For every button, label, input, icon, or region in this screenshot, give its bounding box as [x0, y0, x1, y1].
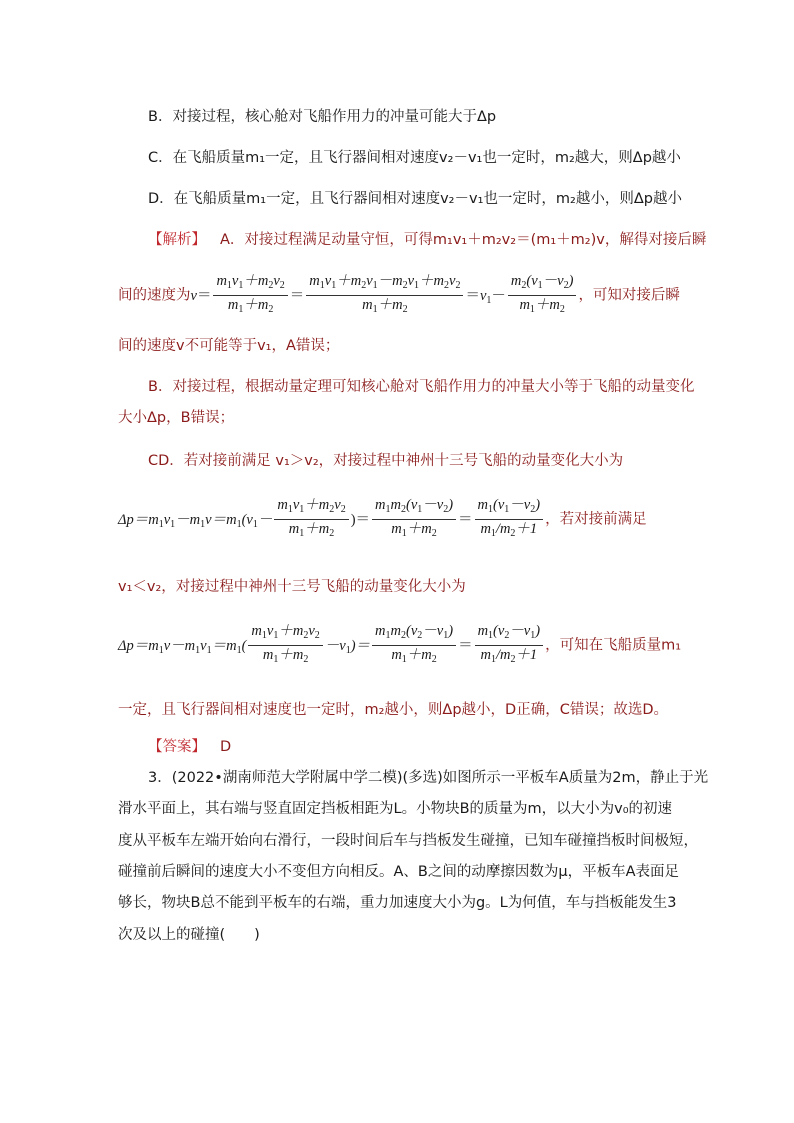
option-b: B．对接过程，核心舱对飞船作用力的冲量可能大于Δp	[148, 109, 497, 125]
q3-line-3: 度从平板车左端开始向右滑行，一段时间后车与挡板发生碰撞，已知车碰撞挡板时间极短，	[118, 833, 698, 849]
answer-tag: 【答案】	[148, 739, 206, 755]
momentum-formula-1: $\Delta p=m_1v_1-m_1v=m_1(v_1-$ $\frac{m_1v_1+m_2v_2}{m_1+m_2}$ )＝ $\frac{m_1m_2(v_1-v_2)}{m_1+m_2}$ ＝ $\frac{m_1(v_1-v_2)}{m_1/m_2+1}$	[118, 512, 545, 528]
analysis-cd4-post: ，可知在飞船质量m₁	[545, 637, 682, 654]
analysis-a2-pre: 间的速度为	[118, 287, 191, 304]
analysis-tag: 【解析】	[148, 232, 206, 248]
q3-line-5: 够长，物块B总不能到平板车的右端，重力加速度大小为g。L为何值，车与挡板能发生3	[118, 895, 677, 911]
analysis-line-1	[148, 230, 708, 250]
q3-line-2: 滑水平面上，其右端与竖直固定挡板相距为L。小物块B的质量为m，以大小为v₀的初速	[118, 801, 673, 817]
analysis-cd4	[118, 622, 682, 669]
answer-value: D	[220, 739, 232, 755]
answer-line	[148, 737, 708, 757]
q3-line-1: 3．(2022•湖南师范大学附属中学二模)(多选)如图所示一平板车A质量为2m，静止于光	[148, 770, 709, 786]
analysis-a2-post: ，可知对接后瞬	[578, 287, 680, 304]
option-d: D．在飞船质量m₁一定，且飞行器间相对速度v₂－v₁也一定时，m₂越小，则Δp越小	[148, 191, 682, 207]
q3-line-4: 碰撞前后瞬间的速度大小不变但方向相反。A、B之间的动摩擦因数为μ，平板车A表面足	[118, 864, 680, 880]
analysis-cd1: CD．若对接前满足 v₁＞v₂，对接过程中神州十三号飞船的动量变化大小为	[148, 453, 624, 469]
analysis-cd2	[118, 496, 678, 543]
analysis-a1: A．对接过程满足动量守恒，可得m₁v₁＋m₂v₂＝(m₁＋m₂)v，解得对接后瞬	[220, 232, 707, 248]
momentum-formula-2: $\Delta p=m_1v-m_1v_1=m_1$( $\frac{m_1v_1+m_2v_2}{m_1+m_2}$ $-v_1)=$ $\frac{m_1m_2(v_2-v_1)}{m_1+m_2}$ ＝ $\frac{m_1(v_2-v_1)}{m_1/m_2+1}$	[118, 638, 545, 654]
analysis-b2: 大小Δp，B错误；	[118, 410, 235, 426]
analysis-cd2-post: ，若对接前满足	[545, 511, 647, 528]
q3-line-6: 次及以上的碰撞( )	[118, 927, 260, 943]
option-c: C．在飞船质量m₁一定，且飞行器间相对速度v₂－v₁也一定时，m₂越大，则Δp越小	[148, 150, 681, 166]
analysis-cd3: v₁＜v₂，对接过程中神州十三号飞船的动量变化大小为	[118, 579, 466, 595]
analysis-a3: 间的速度v不可能等于v₁，A错误；	[118, 338, 340, 354]
analysis-cd5: 一定，且飞行器间相对速度也一定时，m₂越小，则Δp越小，D正确，C错误；故选D。	[118, 702, 669, 718]
velocity-formula: v＝ $\frac{m_1v_1+m_2v_2}{m_1+m_2}$ ＝ $\frac{m_1v_1+m_2v_1-m_2v_1+m_2v_2}{m_1+m_2}$ $=v_1-$ $\frac{m_2(v_1-v_2)}{m_1+m_2}$	[191, 288, 579, 304]
analysis-line-2	[118, 272, 678, 319]
analysis-b1: B．对接过程，根据动量定理可知核心舱对飞船作用力的冲量大小等于飞船的动量变化	[148, 379, 695, 395]
